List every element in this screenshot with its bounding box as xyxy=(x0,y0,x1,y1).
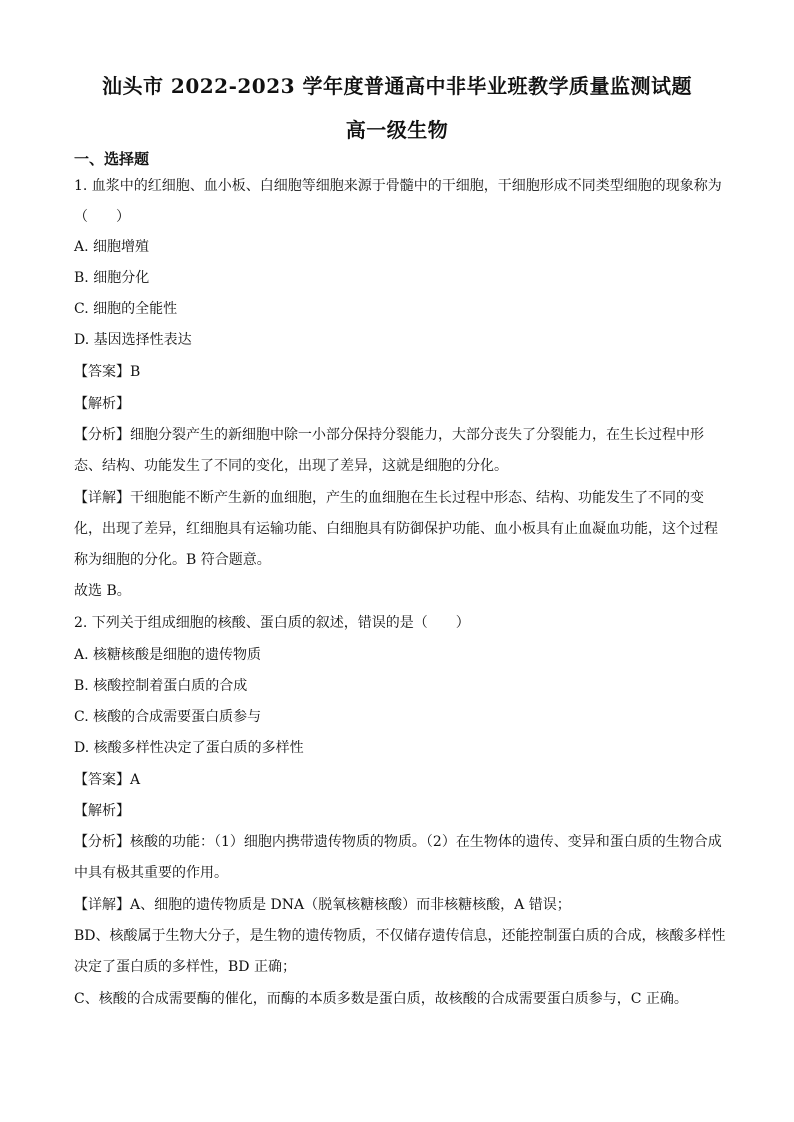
q2-option-a: A. 核糖核酸是细胞的遗传物质 xyxy=(74,647,262,663)
q1-option-c: C. 细胞的全能性 xyxy=(74,301,178,317)
q2-stem: 2. 下列关于组成细胞的核酸、蛋白质的叙述，错误的是（ ） xyxy=(74,615,470,631)
q1-fenxi-line1: 【分析】细胞分裂产生的新细胞中除一小部分保持分裂能力，大部分丧失了分裂能力，在生长过程中形 xyxy=(74,427,704,443)
q2-xiangjie-line4: C、核酸的合成需要酶的催化，而酶的本质多数是蛋白质，故核酸的合成需要蛋白质参与，C 正确。 xyxy=(74,991,688,1007)
q2-option-d: D. 核酸多样性决定了蛋白质的多样性 xyxy=(74,740,304,756)
q1-conclusion: 故选 B。 xyxy=(74,583,131,599)
q2-option-b: B. 核酸控制着蛋白质的合成 xyxy=(74,678,248,694)
q1-analysis-heading: 【解析】 xyxy=(74,396,130,412)
q2-fenxi-line1: 【分析】核酸的功能：（1）细胞内携带遗传物质的物质。（2）在生物体的遗传、变异和蛋白质的生物合成 xyxy=(74,834,722,850)
q1-fenxi-line2: 态、结构、功能发生了不同的变化，出现了差异，这就是细胞的分化。 xyxy=(74,458,508,474)
document-subtitle: 高一级生物 xyxy=(345,118,449,142)
q1-xiangjie-line3: 称为细胞的分化。B 符合题意。 xyxy=(74,552,271,568)
q2-answer: 【答案】A xyxy=(74,772,141,788)
q1-xiangjie-line2: 化，出现了差异，红细胞具有运输功能、白细胞具有防御保护功能、血小板具有止血凝血功能，这个过程 xyxy=(74,521,718,537)
q2-xiangjie-line1: 【详解】A、细胞的遗传物质是 DNA（脱氧核糖核酸）而非核糖核酸，A 错误； xyxy=(74,897,571,913)
q2-xiangjie-line3: 决定了蛋白质的多样性，BD 正确； xyxy=(74,959,296,975)
q1-option-a: A. 细胞增殖 xyxy=(74,239,150,255)
document-title: 汕头市 2022-2023 学年度普通高中非毕业班教学质量监测试题 xyxy=(101,74,693,98)
q2-analysis-heading: 【解析】 xyxy=(74,803,130,819)
q1-stem-line1: 1. 血浆中的红细胞、血小板、白细胞等细胞来源于骨髓中的干细胞，干细胞形成不同类型细胞的现象称为 xyxy=(74,178,722,194)
q2-fenxi-line2: 中具有极其重要的作用。 xyxy=(74,865,228,881)
q1-answer: 【答案】B xyxy=(74,364,141,380)
q1-option-d: D. 基因选择性表达 xyxy=(74,332,192,348)
q2-option-c: C. 核酸的合成需要蛋白质参与 xyxy=(74,709,262,725)
q2-xiangjie-line2: BD、核酸属于生物大分子，是生物的遗传物质，不仅储存遗传信息，还能控制蛋白质的合成，核酸多样性 xyxy=(74,928,726,944)
q1-stem-line2: （ ） xyxy=(74,209,130,225)
q1-xiangjie-line1: 【详解】干细胞能不断产生新的血细胞，产生的血细胞在生长过程中形态、结构、功能发生了不同的变 xyxy=(74,490,704,506)
section-title: 一、选择题 xyxy=(74,150,150,168)
q1-option-b: B. 细胞分化 xyxy=(74,270,150,286)
